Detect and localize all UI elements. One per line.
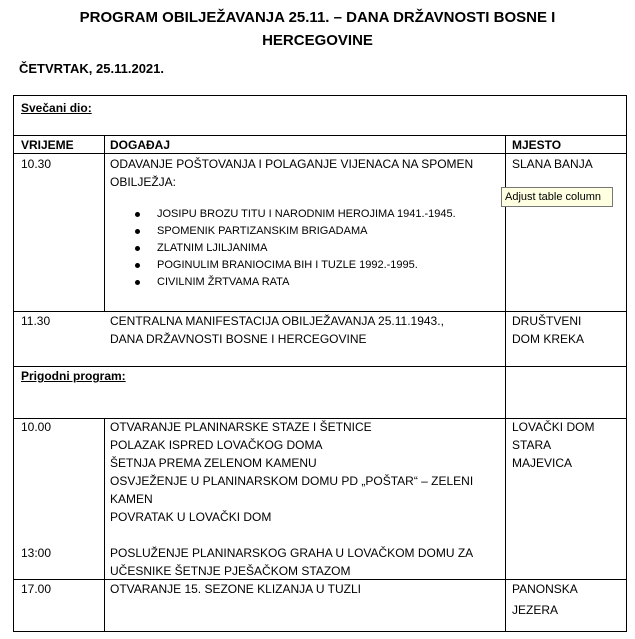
bullet-icon xyxy=(135,263,140,268)
column-divider[interactable] xyxy=(505,366,506,418)
row2-place-line2: DOM KREKA xyxy=(512,332,585,346)
adjust-column-tooltip: Adjust table column xyxy=(501,187,613,207)
row3-place-line: STARA xyxy=(512,438,552,452)
event-date: ČETVRTAK, 25.11.2021. xyxy=(19,61,164,76)
row1-time: 10.30 xyxy=(21,157,52,171)
row3-event-line: POLAZAK ISPRED LOVAČKOG DOMA xyxy=(110,438,323,452)
row3-time2: 13:00 xyxy=(21,546,52,560)
list-item: SPOMENIK PARTIZANSKIM BRIGADAMA xyxy=(157,223,367,240)
row4-time: 17.00 xyxy=(21,582,52,596)
column-divider[interactable] xyxy=(104,135,105,311)
row3-place-line: LOVAČKI DOM xyxy=(512,420,595,434)
list-item: POGINULIM BRANIOCIMA BIH I TUZLE 1992.-1995. xyxy=(157,257,418,274)
bullet-icon xyxy=(135,212,140,217)
row3-event-line: KAMEN xyxy=(110,492,153,506)
row4-place-line2: JEZERA xyxy=(512,603,559,617)
row3-event-line: POVRATAK U LOVAČKI DOM xyxy=(110,510,272,524)
bullet-icon xyxy=(135,246,140,251)
program-table[interactable] xyxy=(13,95,627,632)
row3-event-line: OTVARANJE PLANINARSKE STAZE I ŠETNICE xyxy=(110,420,372,434)
list-item: CIVILNIM ŽRTVAMA RATA xyxy=(157,274,289,291)
row1-place: SLANA BANJA xyxy=(512,157,593,171)
section-heading-ceremonial: Svečani dio: xyxy=(21,101,92,115)
row4-event: OTVARANJE 15. SEZONE KLIZANJA U TUZLI xyxy=(110,582,361,596)
column-divider[interactable] xyxy=(505,418,506,632)
header-time: VRIJEME xyxy=(21,138,74,152)
row3-event2-line1: POSLUŽENJE PLANINARSKOG GRAHA U LOVAČKOM DOMU ZA xyxy=(110,546,474,560)
column-divider[interactable] xyxy=(104,418,105,632)
column-divider[interactable] xyxy=(505,135,506,366)
row3-event2-line2: UČESNIKE ŠETNJE PJEŠAČKOM STAZOM xyxy=(110,564,351,578)
header-event: DOGAĐAJ xyxy=(110,138,171,152)
section-heading-occasional: Prigodni program: xyxy=(21,369,126,383)
document-title-line2: HERCEGOVINE xyxy=(262,32,373,49)
row2-time: 11.30 xyxy=(21,314,51,328)
row3-event-line: ŠETNJA PREMA ZELENOM KAMENU xyxy=(110,456,317,470)
row3-place-line: MAJEVICA xyxy=(512,456,573,470)
row2-event-line2: DANA DRŽAVNOSTI BOSNE I HERCEGOVINE xyxy=(110,332,367,346)
row4-place-line1: PANONSKA xyxy=(512,582,578,596)
row3-event-line: OSVJEŽENJE U PLANINARSKOM DOMU PD „POŠTAR“ – ZELENI xyxy=(110,474,474,488)
bullet-icon xyxy=(135,280,140,285)
row2-event-line1: CENTRALNA MANIFESTACIJA OBILJEŽAVANJA 25.11.1943., xyxy=(110,314,444,328)
row1-event-line2: OBILJEŽJA: xyxy=(110,175,177,189)
header-place: MJESTO xyxy=(512,138,562,152)
list-item: ZLATNIM LJILJANIMA xyxy=(157,240,267,257)
document-title-line1: PROGRAM OBILJEŽAVANJA 25.11. – DANA DRŽAVNOSTI BOSNE I xyxy=(79,9,556,26)
list-item: JOSIPU BROZU TITU I NARODNIM HEROJIMA 1941.-1945. xyxy=(157,206,456,223)
row2-place-line1: DRUŠTVENI xyxy=(512,314,582,328)
row1-event-line1: ODAVANJE POŠTOVANJA I POLAGANJE VIJENACA NA SPOMEN xyxy=(110,157,474,171)
bullet-icon xyxy=(135,229,140,234)
row3-time: 10.00 xyxy=(21,420,52,434)
